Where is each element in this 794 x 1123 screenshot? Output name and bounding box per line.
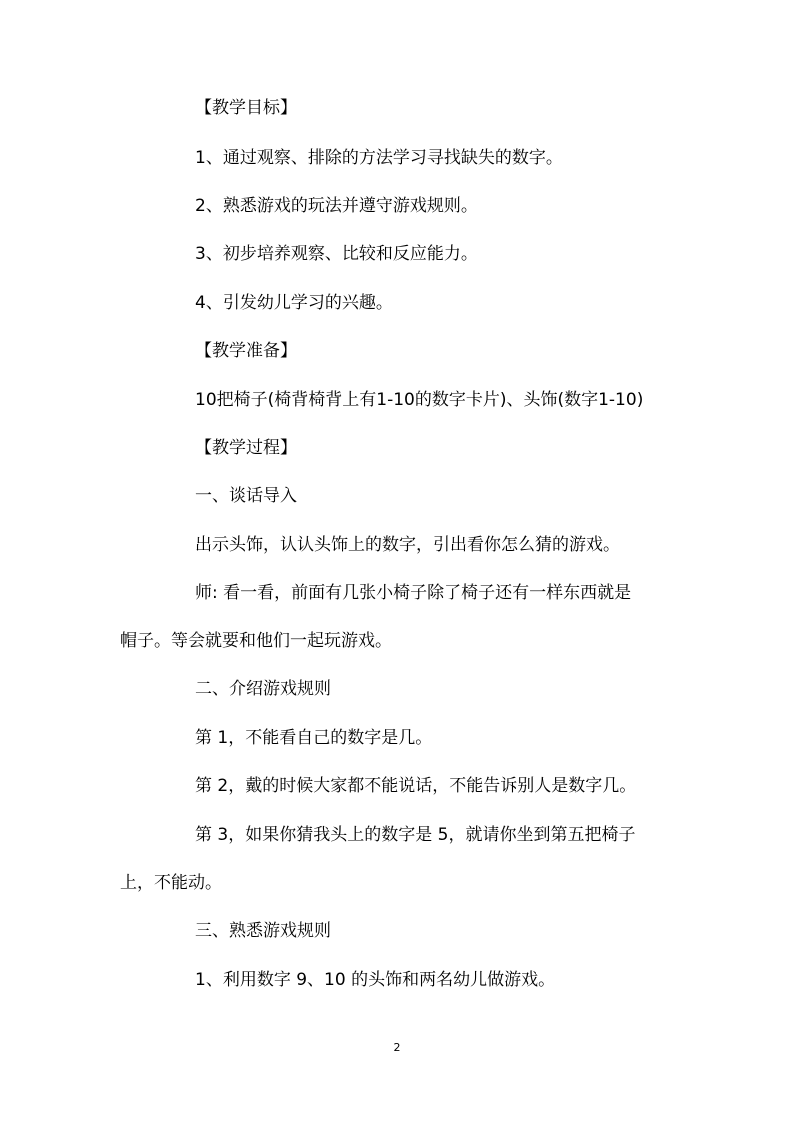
section-heading-teaching-process: 【教学过程】 xyxy=(195,438,297,458)
subheading-conversation-intro: 一、谈话导入 xyxy=(195,486,297,506)
rule-3-line-1: 第 3，如果你猜我头上的数字是 5，就请你坐到第五把椅子 xyxy=(195,825,636,845)
rule-2: 第 2，戴的时候大家都不能说话，不能告诉别人是数字几。 xyxy=(195,776,637,796)
goal-item-1: 1、通过观察、排除的方法学习寻找缺失的数字。 xyxy=(195,148,563,168)
paragraph-teacher-line-2: 帽子。等会就要和他们一起玩游戏。 xyxy=(120,631,392,651)
subheading-introduce-rules: 二、介绍游戏规则 xyxy=(195,679,331,699)
practice-item-1: 1、利用数字 9、10 的头饰和两名幼儿做游戏。 xyxy=(195,970,556,990)
goal-item-2: 2、熟悉游戏的玩法并遵守游戏规则。 xyxy=(195,196,478,216)
rule-3-line-2: 上，不能动。 xyxy=(120,873,222,893)
section-heading-teaching-preparation: 【教学准备】 xyxy=(195,341,297,361)
goal-item-3: 3、初步培养观察、比较和反应能力。 xyxy=(195,244,478,264)
paragraph-teacher-line-1: 师: 看一看，前面有几张小椅子除了椅子还有一样东西就是 xyxy=(195,583,632,603)
section-heading-teaching-goals: 【教学目标】 xyxy=(195,98,297,118)
paragraph-show-headwear: 出示头饰，认认头饰上的数字，引出看你怎么猜的游戏。 xyxy=(195,535,620,555)
rule-1: 第 1，不能看自己的数字是几。 xyxy=(195,728,433,748)
preparation-text: 10把椅子(椅背椅背上有1-10的数字卡片)、头饰(数字1-10) xyxy=(195,390,644,410)
goal-item-4: 4、引发幼儿学习的兴趣。 xyxy=(195,293,393,313)
subheading-familiarize-rules: 三、熟悉游戏规则 xyxy=(195,921,331,941)
page-number: 2 xyxy=(393,1041,401,1054)
